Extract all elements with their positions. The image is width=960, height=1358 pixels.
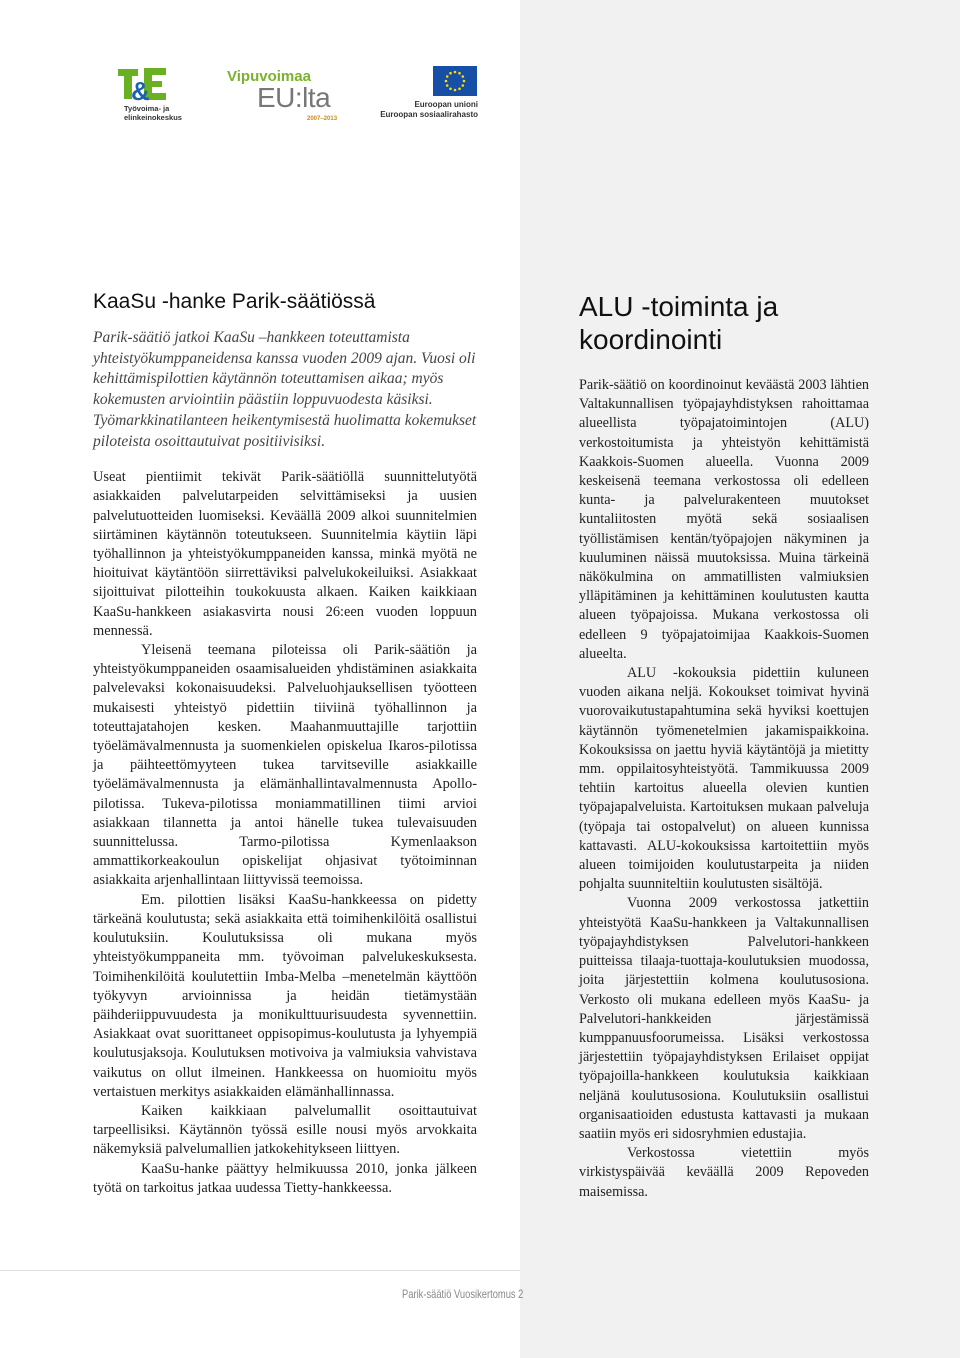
right-paragraph-4: Verkostossa vietettiin myös virkistyspäivää keväällä 2009 Repoveden maisemissa. [579, 1145, 869, 1200]
te-keskus-logo [116, 66, 182, 122]
eu-star [454, 71, 457, 74]
left-paragraph-4: Kaiken kaikkiaan palvelumallit osoittautuivat tarpeellisiksi. Käytännön työssä esille nousi myös arvokkaita näkemyksiä palvelumallien jatkokehitykseen liittyen. [93, 1102, 477, 1158]
te-logo-line1: Työvoima- ja [124, 104, 170, 113]
eu-star [461, 84, 464, 87]
eu-star [463, 80, 466, 83]
eu-star [458, 72, 461, 75]
eu-star [449, 72, 452, 75]
footer-text: Parik-säätiö Vuosikertomus 2 [402, 1287, 524, 1301]
right-heading-line1: ALU -toiminta ja [579, 291, 779, 322]
te-logo-mark-icon [116, 66, 168, 104]
eu-star [454, 89, 457, 92]
eu-star [446, 84, 449, 87]
te-logo-line2: elinkeinokeskus [124, 113, 182, 122]
eu-star [446, 75, 449, 78]
vipuvoimaa-logo [225, 68, 355, 124]
right-column [579, 290, 869, 1202]
eu-star [445, 80, 448, 83]
left-paragraph-5: KaaSu-hanke päättyy helmikuussa 2010, jonka jälkeen työtä on tarkoitus jatkaa uudessa Tietty-hankkeessa. [93, 1160, 477, 1196]
right-paragraph-2: ALU -kokouksia pidettiin kuluneen vuoden aikana neljä. Kokoukset toimivat hyvinä vuorovaikutustapahtumina sekä hyviksi koettujen käytännön työmenetelmien jakamispaikkoina. Kokouksissa on jaettu hyviä käytäntöjä ja mietitty mm. oppilaitosyhteistyötä. Tammikuussa 2009 tehtiin kartoitus alueella olevien kuntien työpajapalveluista. Kartoituksen mukaan palveluja (työpaja tai ostopalvelut) on alueen kunnissa kattavasti. ALU-kokouksissa kartoitettiin myös alueen toimijoiden koulutustarpeita ja niiden pohjalta suunniteltiin koulutusten sisältöjä. [579, 665, 869, 893]
left-paragraph-3: Em. pilottien lisäksi KaaSu-hankkeessa on pidetty tärkeänä koulutusta; sekä asiakkaita että toimihenkilöitä osallistui koulutuksiin. Koulutuksissa oli mukana myös yhteistyökumppaneita mm. työvoiman palvelukeskuksesta. Toimihenkilöitä koulutettiin Imba-Melba –menetelmän käyttöön työkyvyn arvioinnissa ja heidän tietämystään päihderiippuvuudesta ja monikulttuurisuudesta syvennettiin. Asiakkaat ovat suorittaneet oppisopimus-koulutusta ja lyhyempiä koulutusjaksoja. Koulutuksen motivoiva ja valmiuksia vahvistava vaikutus on ollut ilmeinen. Hankkeessa on huomioitu myös vertaistuen merkitys asiakkaiden elämänhallinnassa. [93, 891, 477, 1100]
left-column [93, 290, 477, 1198]
eu-star [449, 87, 452, 90]
left-paragraph-1: Useat pientiimit tekivät Parik-säätiöllä suunnittelutyötä asiakkaiden palvelutarpeiden selvittämiseksi ja uusien palvelutuotteiden luomiseksi. Keväällä 2009 alkoi suunnitelmien siirtäminen käytännön toteutukseen. Suunnitelmia käytiin läpi työhallinnon ja yhteistyökumppaneiden kanssa, minkä myötä ne hioituivat käytäntöön siirrettäviksi palvelukokeiluiksi. Asiakkaat sijoittuivat pilotteihin toukokuusta alkaen. Kaiken kaikkiaan KaaSu-hankkeen asiakasvirta nousi 26:een vuoden loppuun mennessä. [93, 469, 477, 639]
european-union-logo [380, 66, 480, 126]
svg-text:&: & [131, 76, 150, 104]
eu-star [461, 75, 464, 78]
eu-logo-line2: Euroopan sosiaalirahasto [380, 110, 478, 119]
vipuvoimaa-text: Vipuvoimaa [227, 68, 311, 85]
eu-star [458, 87, 461, 90]
lead-paragraph: Parik-säätiö jatkoi KaaSu –hankkeen toteuttamista yhteistyökumppaneidensa kanssa vuoden 2009 ajan. Vuosi oli kehittämispilottien käytännön toteuttamisen aikaa; myös kokemusten arviointiin päästiin loppuvuodesta käsiksi. Työmarkkinatilanteen heikentymisestä huolimatta kokemukset piloteista osoittautuivat positiivisiksi. [93, 329, 477, 450]
footer-divider [0, 1270, 520, 1271]
vipuvoimaa-years: 2007–2013 [307, 116, 338, 122]
right-heading [579, 290, 869, 356]
right-paragraph-3: Vuonna 2009 verkostossa jatkettiin yhteistyötä KaaSu-hankkeen ja Valtakunnallisen työpajayhdistyksen Palvelutori-hankkeen puitteissa tilaaja-tuottaja-koulutuksien muodossa, joita järjestettiin kolmena koulutusosiona. Verkosto oli mukana edelleen myös KaaSu- ja Palvelutori-hankkeiden järjestämissä kumppanuusfoorumeissa. Lisäksi verkostossa järjestettiin työpajayhdistyksen Erilaiset oppijat työpajoilla-hankkeen koulutuksia kaikkiaan neljänä koulutusosiona. Koulutuksiin osallistui organisaatioiden edustusta kattavasti ja mukaan saatiin myös eri sidosryhmien edustajia. [579, 895, 869, 1142]
eu-lta-text: EU:lta [257, 82, 331, 113]
right-paragraph-1: Parik-säätiö on koordinoinut keväästä 2003 lähtien Valtakunnallisen työpajayhdistyksen rahoittamaa alueellista työpajatoimintojen (ALU) verkostoitumista ja yhteistyön kehittämistä Kaakkois-Suomen alueella. Vuonna 2009 keskeisenä teemana verkostossa oli edelleen kunta- ja palvelurakenteen muutokset kuntaliitosten myötä sekä sosiaalisen työllistämisen kentän/työpajojen näkyminen ja kuuluminen näissä muutoksissa. Muina tärkeinä näkökulmina on ammatillisten valmiuksien ylläpitäminen ja kehittäminen koulutusten kautta alueen työpajoissa. Mukana verkostossa oli edelleen 9 työpajatoimijaa Kaakkois-Suomen alueelta. [579, 377, 869, 662]
left-heading: KaaSu -hanke Parik-säätiössä [93, 290, 376, 313]
right-heading-line2: koordinointi [579, 324, 723, 355]
eu-logo-line1: Euroopan unioni [414, 100, 478, 109]
left-paragraph-2: Yleisenä teemana piloteissa oli Parik-säätiön ja yhteistyökumppaneiden osaamisalueiden yhdistäminen asiakkaita palvelevaksi kokonaisuudeksi. Palveluohjauksellisen työotteen mukaisesti yhteistyö pidettiin tiiviinä työhallinnon ja toteuttajatahojen kesken. Maahanmuuttajille tarjottiin työelämävalmennusta ja suomenkielen opiskelua Ikaros-pilotissa ja päihteettömyyteen tukea tarvitseville asiakkaille työelämävalmennusta ja elämänhallintavalmennusta Apollo-pilotissa. Tukeva-pilotissa moniammatillinen tiimi arvioi asiakkaan tilannetta ja antoi hänelle tukea tulevaisuuden suunnittelussa. Tarmo-pilotissa Kymenlaakson ammattikorkeakoulun opiskelijat ohjasivat työtoiminnan asiakkaita arjenhallintaan liittyvissä teemoissa. [93, 642, 477, 889]
eu-flag-icon [433, 66, 477, 96]
